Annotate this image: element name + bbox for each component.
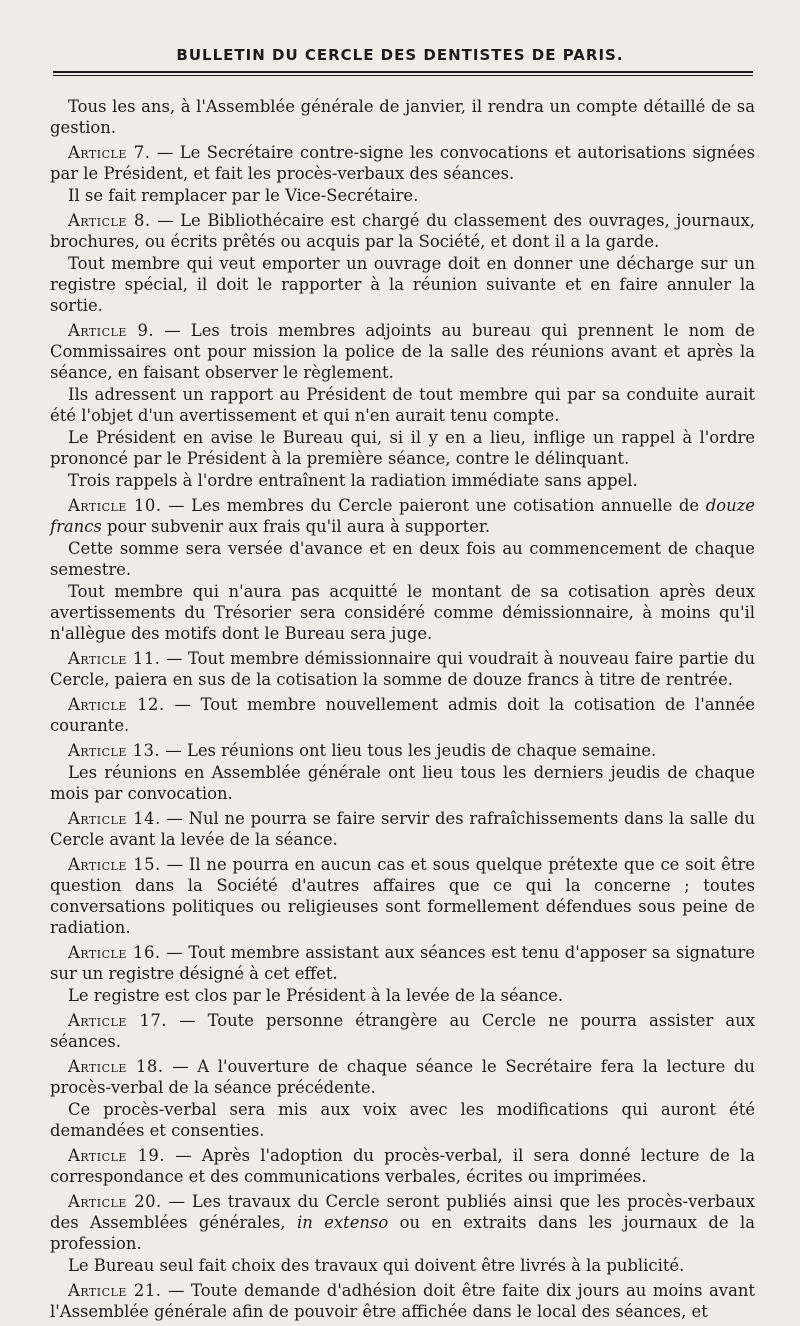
article-label: Article 20. (68, 1192, 162, 1211)
paragraph-text: Tout membre qui veut emporter un ouvrage doit en donner une décharge sur un registre spécial, il doit le rapporter à la réunion suivante et en faire annuler la sortie. (50, 254, 755, 315)
paragraph (50, 538, 755, 580)
paragraph-text: Ce procès-verbal sera mis aux voix avec les modifications qui auront été demandées et consenties. (50, 1100, 755, 1140)
paragraph-text: — Toute demande d'adhésion doit être faite dix jours au moins avant l'Assemblée générale afin de pouvoir être affichée dans le local des séances, et (50, 1281, 755, 1321)
article-paragraph (50, 495, 755, 537)
paragraph-text: — Les réunions ont lieu tous les jeudis de chaque semaine. (165, 741, 657, 760)
paragraph (50, 1255, 755, 1276)
paragraph-text: — Le Secrétaire contre-signe les convocations et autorisations signées par le Président, et fait les procès-verbaux des séances. (50, 143, 755, 183)
article-label: Article 21. (68, 1281, 162, 1300)
article-paragraph (50, 1056, 755, 1098)
article-paragraph (50, 320, 755, 383)
paragraph-text: ou en extraits dans les journaux de la profession. (50, 1213, 755, 1253)
paragraph-text: Tous les ans, à l'Assemblée générale de janvier, il rendra un compte détaillé de sa gestion. (50, 97, 755, 137)
paragraph-text: — Tout membre assistant aux séances est tenu d'apposer sa signature sur un registre désigné à cet effet. (50, 943, 755, 983)
article-paragraph (50, 1280, 755, 1322)
header-rule (53, 71, 753, 73)
article-label: Article 14. (68, 809, 161, 828)
paragraph-text: Trois rappels à l'ordre entraînent la radiation immédiate sans appel. (68, 471, 638, 490)
article-paragraph (50, 854, 755, 938)
article-label: Article 17. (68, 1011, 168, 1030)
paragraph-text: — Il ne pourra en aucun cas et sous quelque prétexte que ce soit être question dans la Société d'autres affaires que ce qui la concerne ; toutes conversations politiques ou religieuses sont formellement défendues sous peine de radiation. (50, 855, 755, 937)
paragraph-text: Le Bureau seul fait choix des travaux qui doivent être livrés à la publicité. (68, 1256, 685, 1275)
paragraph (50, 185, 755, 206)
paragraph-text: — Toute personne étrangère au Cercle ne pourra assister aux séances. (50, 1011, 755, 1051)
article-label: Article 7. (68, 143, 151, 162)
header-rule-thin (53, 75, 753, 76)
emphasis-text: douze francs (50, 496, 755, 536)
article-paragraph (50, 210, 755, 252)
paragraph-text: Cette somme sera versée d'avance et en deux fois au commencement de chaque semestre. (50, 539, 755, 579)
paragraph-text: — Les trois membres adjoints au bureau qui prennent le nom de Commissaires ont pour mission la police de la salle des réunions avant et après la séance, en faisant observer le règlement. (50, 321, 755, 382)
article-paragraph (50, 142, 755, 184)
emphasis-text: in extenso (296, 1213, 389, 1232)
paragraph (50, 427, 755, 469)
paragraph-text: Tout membre qui n'aura pas acquitté le montant de sa cotisation après deux avertissements du Trésorier sera considéré comme démissionnaire, à moins qu'il n'allègue des motifs dont le Bureau sera juge. (50, 582, 755, 643)
article-label: Article 15. (68, 855, 161, 874)
paragraph-text: — Les travaux du Cercle seront publiés ainsi que les procès-verbaux des Assemblées générales, (50, 1192, 755, 1232)
article-label: Article 13. (68, 741, 161, 760)
paragraph (50, 762, 755, 804)
article-label: Article 9. (68, 321, 155, 340)
article-label: Article 12. (68, 695, 165, 714)
paragraph-text: Les réunions en Assemblée générale ont lieu tous les derniers jeudis de chaque mois par convocation. (50, 763, 755, 803)
paragraph (50, 985, 755, 1006)
page-header: BULLETIN DU CERCLE DES DENTISTES DE PARIS. (176, 46, 624, 64)
paragraph-text: — Nul ne pourra se faire servir des rafraîchissements dans la salle du Cercle avant la levée de la séance. (50, 809, 755, 849)
article-label: Article 18. (68, 1057, 164, 1076)
paragraph-text: Il se fait remplacer par le Vice-Secrétaire. (68, 186, 419, 205)
article-label: Article 19. (68, 1146, 166, 1165)
article-paragraph (50, 740, 755, 761)
article-paragraph (50, 942, 755, 984)
article-paragraph (50, 694, 755, 736)
article-label: Article 16. (68, 943, 161, 962)
article-paragraph (50, 808, 755, 850)
paragraph-text: — Tout membre nouvellement admis doit la cotisation de l'année courante. (50, 695, 755, 735)
article-paragraph (50, 648, 755, 690)
paragraph-text: — Tout membre démissionnaire qui voudrait à nouveau faire partie du Cercle, paiera en sus de la cotisation la somme de douze francs à titre de rentrée. (50, 649, 756, 689)
document-body (50, 96, 755, 1326)
article-paragraph (50, 1010, 755, 1052)
paragraph (50, 253, 755, 316)
paragraph-text: pour subvenir aux frais qu'il aura à supporter. (101, 517, 491, 536)
paragraph (50, 384, 755, 426)
paragraph (50, 581, 755, 644)
paragraph (50, 1099, 755, 1141)
paragraph-text: Ils adressent un rapport au Président de tout membre qui par sa conduite aurait été l'objet d'un avertissement et qui n'en aurait tenu compte. (50, 385, 755, 425)
paragraph-text: Le Président en avise le Bureau qui, si il y en a lieu, inflige un rappel à l'ordre prononcé par le Président à la première séance, contre le délinquant. (50, 428, 755, 468)
paragraph (50, 96, 755, 138)
article-label: Article 8. (68, 211, 151, 230)
article-label: Article 11. (68, 649, 161, 668)
paragraph-text: — Après l'adoption du procès-verbal, il sera donné lecture de la correspondance et des communications verbales, écrites ou imprimées. (50, 1146, 755, 1186)
paragraph-text: — Les membres du Cercle paieront une cotisation annuelle de (168, 496, 706, 515)
paragraph-text: — Le Bibliothécaire est chargé du classement des ouvrages, journaux, brochures, ou écrits prêtés ou acquis par la Société, et dont il a la garde. (50, 211, 755, 251)
paragraph (50, 470, 755, 491)
article-label: Article 10. (68, 496, 162, 515)
article-paragraph (50, 1145, 755, 1187)
paragraph-text: Le registre est clos par le Président à la levée de la séance. (68, 986, 564, 1005)
paragraph-text: — A l'ouverture de chaque séance le Secrétaire fera la lecture du procès-verbal de la séance précédente. (50, 1057, 755, 1097)
article-paragraph (50, 1191, 755, 1254)
